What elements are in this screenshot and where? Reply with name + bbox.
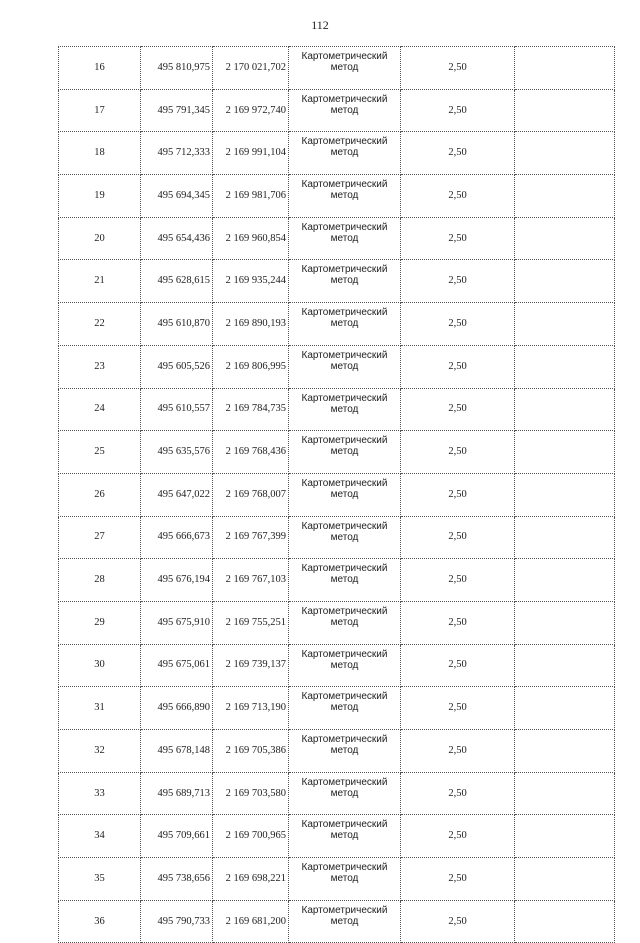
accuracy-cell: 2,50 [401, 303, 515, 346]
point-number-cell: 34 [59, 815, 141, 858]
coordinate-y-cell: 2 169 713,190 [213, 687, 289, 730]
coordinate-y-cell: 2 169 981,706 [213, 175, 289, 218]
accuracy-cell: 2,50 [401, 345, 515, 388]
accuracy-cell: 2,50 [401, 815, 515, 858]
coordinate-y-cell: 2 169 784,735 [213, 388, 289, 431]
table-row [59, 89, 615, 132]
note-cell [515, 601, 615, 644]
table-row [59, 772, 615, 815]
method-cell: Картометрический метод [289, 858, 401, 901]
table-row [59, 559, 615, 602]
point-number-cell: 16 [59, 47, 141, 90]
method-cell: Картометрический метод [289, 687, 401, 730]
accuracy-cell: 2,50 [401, 260, 515, 303]
accuracy-cell: 2,50 [401, 89, 515, 132]
table-row [59, 644, 615, 687]
coordinate-y-cell: 2 169 700,965 [213, 815, 289, 858]
accuracy-cell: 2,50 [401, 900, 515, 943]
table-row [59, 132, 615, 175]
table-row [59, 47, 615, 90]
coordinate-x-cell: 495 709,661 [141, 815, 213, 858]
accuracy-cell: 2,50 [401, 47, 515, 90]
accuracy-cell: 2,50 [401, 473, 515, 516]
coordinate-x-cell: 495 654,436 [141, 217, 213, 260]
coordinate-x-cell: 495 738,656 [141, 858, 213, 901]
note-cell [515, 516, 615, 559]
coordinate-x-cell: 495 666,673 [141, 516, 213, 559]
table-row [59, 175, 615, 218]
point-number-cell: 26 [59, 473, 141, 516]
table-row [59, 858, 615, 901]
table-row [59, 473, 615, 516]
table-row [59, 217, 615, 260]
note-cell [515, 345, 615, 388]
coordinate-y-cell: 2 169 768,436 [213, 431, 289, 474]
method-cell: Картометрический метод [289, 175, 401, 218]
point-number-cell: 29 [59, 601, 141, 644]
point-number-cell: 25 [59, 431, 141, 474]
method-cell: Картометрический метод [289, 644, 401, 687]
note-cell [515, 431, 615, 474]
table-row [59, 516, 615, 559]
note-cell [515, 900, 615, 943]
point-number-cell: 36 [59, 900, 141, 943]
coordinate-x-cell: 495 689,713 [141, 772, 213, 815]
method-cell: Картометрический метод [289, 303, 401, 346]
point-number-cell: 23 [59, 345, 141, 388]
method-cell: Картометрический метод [289, 516, 401, 559]
note-cell [515, 260, 615, 303]
page-number: 112 [311, 18, 329, 32]
coordinate-y-cell: 2 169 767,399 [213, 516, 289, 559]
note-cell [515, 772, 615, 815]
note-cell [515, 687, 615, 730]
table-row [59, 260, 615, 303]
note-cell [515, 388, 615, 431]
point-number-cell: 32 [59, 730, 141, 773]
point-number-cell: 33 [59, 772, 141, 815]
note-cell [515, 730, 615, 773]
coordinate-x-cell: 495 666,890 [141, 687, 213, 730]
coordinate-x-cell: 495 605,526 [141, 345, 213, 388]
table-row [59, 815, 615, 858]
accuracy-cell: 2,50 [401, 858, 515, 901]
accuracy-cell: 2,50 [401, 559, 515, 602]
point-number-cell: 20 [59, 217, 141, 260]
note-cell [515, 815, 615, 858]
method-cell: Картометрический метод [289, 132, 401, 175]
coordinate-x-cell: 495 678,148 [141, 730, 213, 773]
point-number-cell: 21 [59, 260, 141, 303]
coordinates-table-body [59, 47, 615, 943]
accuracy-cell: 2,50 [401, 601, 515, 644]
coordinate-x-cell: 495 647,022 [141, 473, 213, 516]
table-row [59, 345, 615, 388]
method-cell: Картометрический метод [289, 260, 401, 303]
accuracy-cell: 2,50 [401, 516, 515, 559]
table-row [59, 601, 615, 644]
coordinate-x-cell: 495 628,615 [141, 260, 213, 303]
method-cell: Картометрический метод [289, 900, 401, 943]
accuracy-cell: 2,50 [401, 217, 515, 260]
table-row [59, 900, 615, 943]
method-cell: Картометрический метод [289, 89, 401, 132]
accuracy-cell: 2,50 [401, 388, 515, 431]
note-cell [515, 559, 615, 602]
coordinates-table [58, 46, 615, 943]
method-cell: Картометрический метод [289, 559, 401, 602]
point-number-cell: 18 [59, 132, 141, 175]
method-cell: Картометрический метод [289, 772, 401, 815]
table-row [59, 388, 615, 431]
point-number-cell: 27 [59, 516, 141, 559]
coordinate-x-cell: 495 712,333 [141, 132, 213, 175]
note-cell [515, 132, 615, 175]
coordinate-y-cell: 2 169 739,137 [213, 644, 289, 687]
point-number-cell: 31 [59, 687, 141, 730]
table-row [59, 431, 615, 474]
coordinate-x-cell: 495 791,345 [141, 89, 213, 132]
point-number-cell: 17 [59, 89, 141, 132]
note-cell [515, 217, 615, 260]
coordinate-y-cell: 2 169 972,740 [213, 89, 289, 132]
method-cell: Картометрический метод [289, 431, 401, 474]
note-cell [515, 644, 615, 687]
method-cell: Картометрический метод [289, 217, 401, 260]
note-cell [515, 303, 615, 346]
coordinate-x-cell: 495 610,870 [141, 303, 213, 346]
coordinate-y-cell: 2 169 768,007 [213, 473, 289, 516]
coordinate-x-cell: 495 810,975 [141, 47, 213, 90]
accuracy-cell: 2,50 [401, 132, 515, 175]
point-number-cell: 28 [59, 559, 141, 602]
accuracy-cell: 2,50 [401, 730, 515, 773]
point-number-cell: 19 [59, 175, 141, 218]
method-cell: Картометрический метод [289, 473, 401, 516]
method-cell: Картометрический метод [289, 388, 401, 431]
coordinate-x-cell: 495 694,345 [141, 175, 213, 218]
accuracy-cell: 2,50 [401, 772, 515, 815]
note-cell [515, 89, 615, 132]
coordinate-y-cell: 2 169 890,193 [213, 303, 289, 346]
accuracy-cell: 2,50 [401, 431, 515, 474]
coordinate-y-cell: 2 169 991,104 [213, 132, 289, 175]
point-number-cell: 35 [59, 858, 141, 901]
coordinate-y-cell: 2 169 755,251 [213, 601, 289, 644]
coordinate-y-cell: 2 169 806,995 [213, 345, 289, 388]
point-number-cell: 24 [59, 388, 141, 431]
coordinate-x-cell: 495 635,576 [141, 431, 213, 474]
method-cell: Картометрический метод [289, 345, 401, 388]
method-cell: Картометрический метод [289, 601, 401, 644]
coordinate-y-cell: 2 169 681,200 [213, 900, 289, 943]
coordinate-x-cell: 495 610,557 [141, 388, 213, 431]
coordinate-y-cell: 2 169 960,854 [213, 217, 289, 260]
table-row [59, 730, 615, 773]
coordinate-x-cell: 495 790,733 [141, 900, 213, 943]
coordinate-y-cell: 2 169 703,580 [213, 772, 289, 815]
method-cell: Картометрический метод [289, 815, 401, 858]
note-cell [515, 858, 615, 901]
method-cell: Картометрический метод [289, 730, 401, 773]
method-cell: Картометрический метод [289, 47, 401, 90]
coordinate-x-cell: 495 675,910 [141, 601, 213, 644]
coordinate-y-cell: 2 169 705,386 [213, 730, 289, 773]
coordinate-y-cell: 2 169 935,244 [213, 260, 289, 303]
note-cell [515, 47, 615, 90]
accuracy-cell: 2,50 [401, 687, 515, 730]
point-number-cell: 30 [59, 644, 141, 687]
note-cell [515, 473, 615, 516]
coordinate-y-cell: 2 169 698,221 [213, 858, 289, 901]
table-row [59, 687, 615, 730]
accuracy-cell: 2,50 [401, 644, 515, 687]
coordinate-y-cell: 2 169 767,103 [213, 559, 289, 602]
point-number-cell: 22 [59, 303, 141, 346]
coordinate-y-cell: 2 170 021,702 [213, 47, 289, 90]
accuracy-cell: 2,50 [401, 175, 515, 218]
table-row [59, 303, 615, 346]
note-cell [515, 175, 615, 218]
coordinate-x-cell: 495 676,194 [141, 559, 213, 602]
coordinate-x-cell: 495 675,061 [141, 644, 213, 687]
